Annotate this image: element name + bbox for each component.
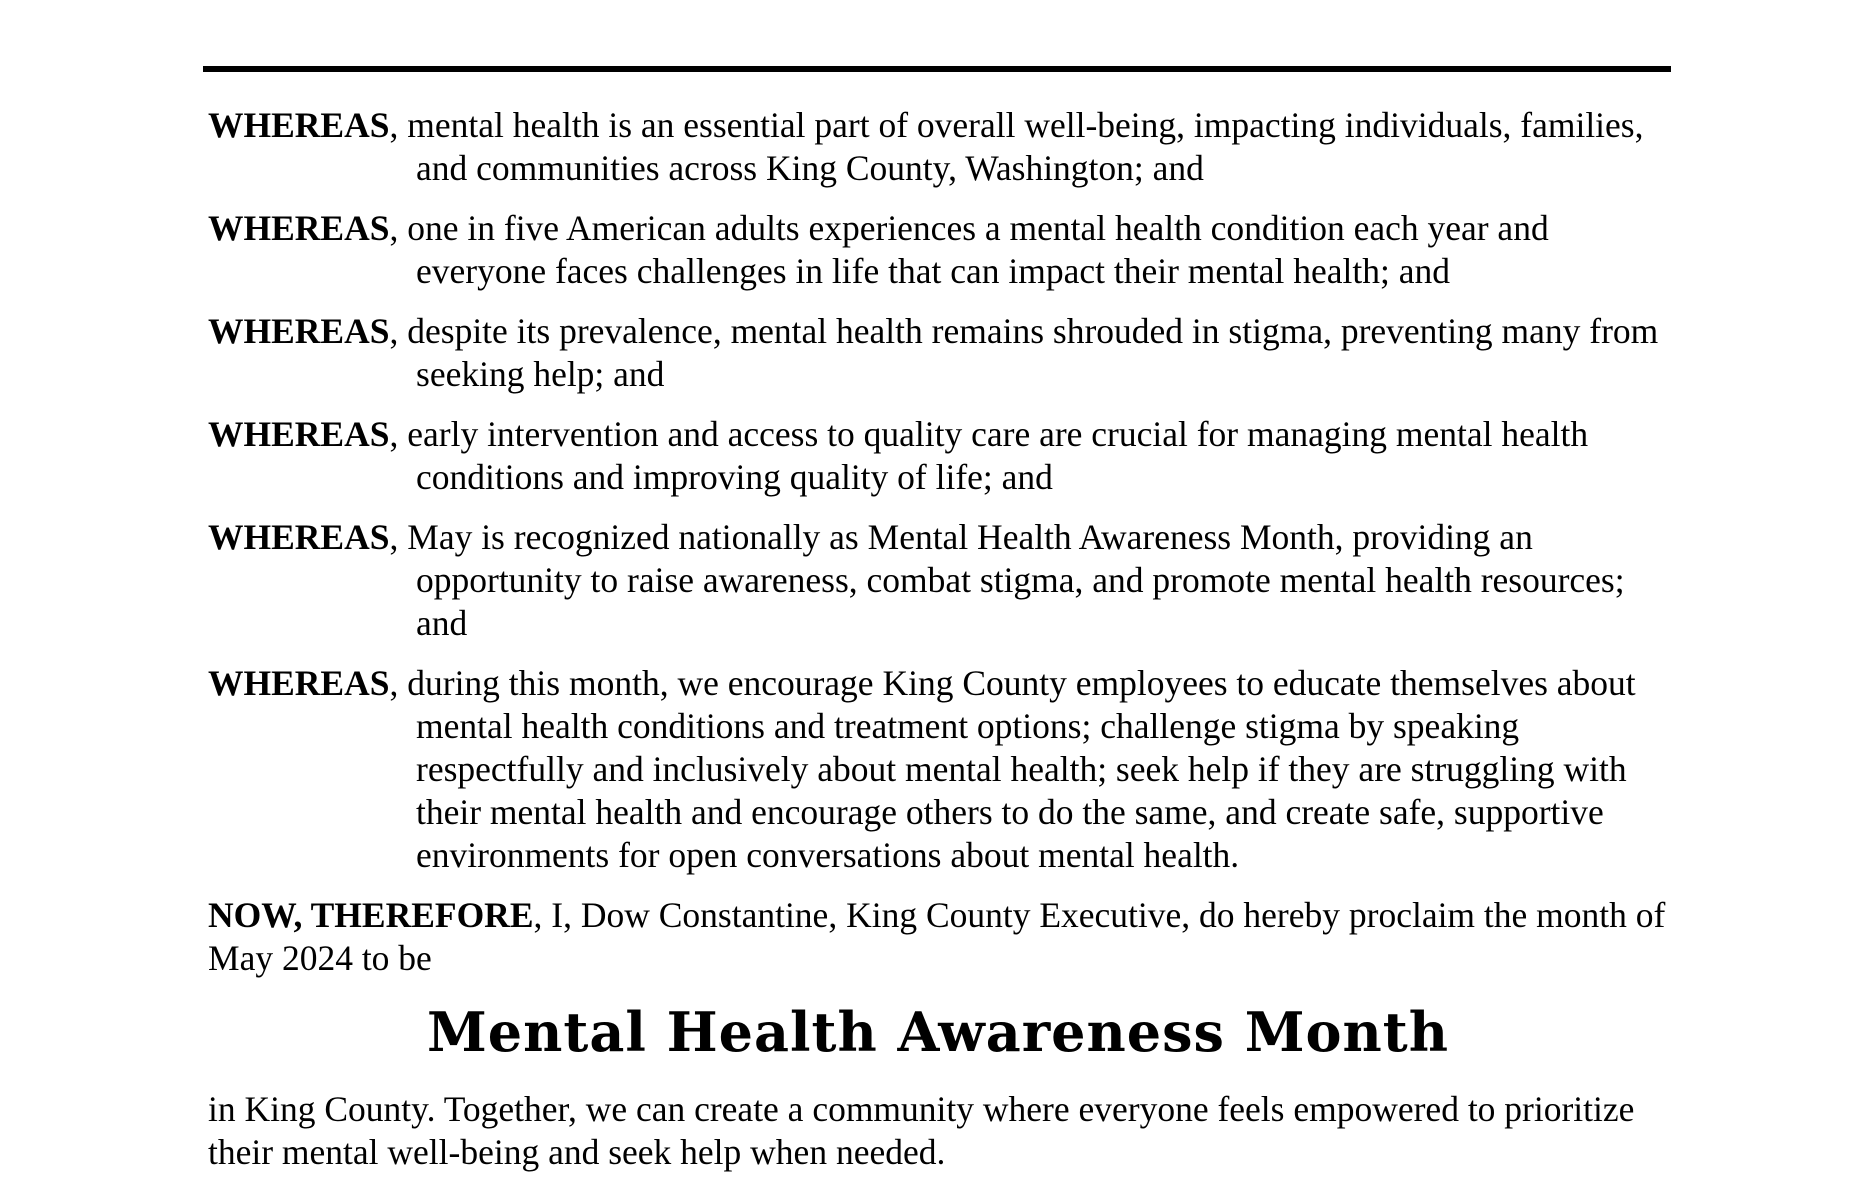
whereas-clause-3 <box>208 310 1668 396</box>
whereas-text: , early intervention and access to quality care are crucial for managing mental health conditions and improving quality of life; and <box>389 414 1589 497</box>
whereas-clause-6 <box>208 662 1668 877</box>
top-horizontal-rule <box>203 66 1671 72</box>
whereas-keyword: WHEREAS <box>208 208 390 248</box>
whereas-clause-1 <box>208 104 1668 190</box>
proclamation-body <box>208 104 1668 1174</box>
whereas-text: , May is recognized nationally as Mental Health Awareness Month, providing an opportunity to raise awareness, combat stigma, and promote mental health resources; and <box>389 517 1625 643</box>
proclamation-statement <box>208 894 1668 980</box>
proclamation-text: , I, Dow Constantine, King County Executive, do hereby proclaim the month of May 2024 to be <box>208 895 1666 978</box>
whereas-text: , mental health is an essential part of overall well-being, impacting individuals, families, and communities across King County, Washington; and <box>389 105 1644 188</box>
whereas-keyword: WHEREAS <box>208 105 390 145</box>
whereas-keyword: WHEREAS <box>208 663 390 703</box>
whereas-text: , during this month, we encourage King County employees to educate themselves about mental health conditions and treatment options; challenge stigma by speaking respectfully and inclusively about mental health; seek help if they are struggling with their mental health and encourage others to do the same, and create safe, supportive environments for open conversations about mental health. <box>389 663 1636 875</box>
whereas-clause-5 <box>208 516 1668 645</box>
whereas-clause-2 <box>208 207 1668 293</box>
whereas-text: , one in five American adults experiences a mental health condition each year and everyone faces challenges in life that can impact their mental health; and <box>389 208 1549 291</box>
whereas-text: , despite its prevalence, mental health remains shrouded in stigma, preventing many from seeking help; and <box>389 311 1659 394</box>
proclamation-title: Mental Health Awareness Month <box>427 1000 1449 1064</box>
whereas-keyword: WHEREAS <box>208 311 390 351</box>
whereas-keyword: WHEREAS <box>208 517 390 557</box>
whereas-clause-4 <box>208 413 1668 499</box>
now-therefore-keyword: NOW, THEREFORE <box>208 895 534 935</box>
closing-statement: in King County. Together, we can create a community where everyone feels empowered to prioritize their mental well-being and seek help when needed. <box>208 1089 1635 1172</box>
whereas-keyword: WHEREAS <box>208 414 390 454</box>
